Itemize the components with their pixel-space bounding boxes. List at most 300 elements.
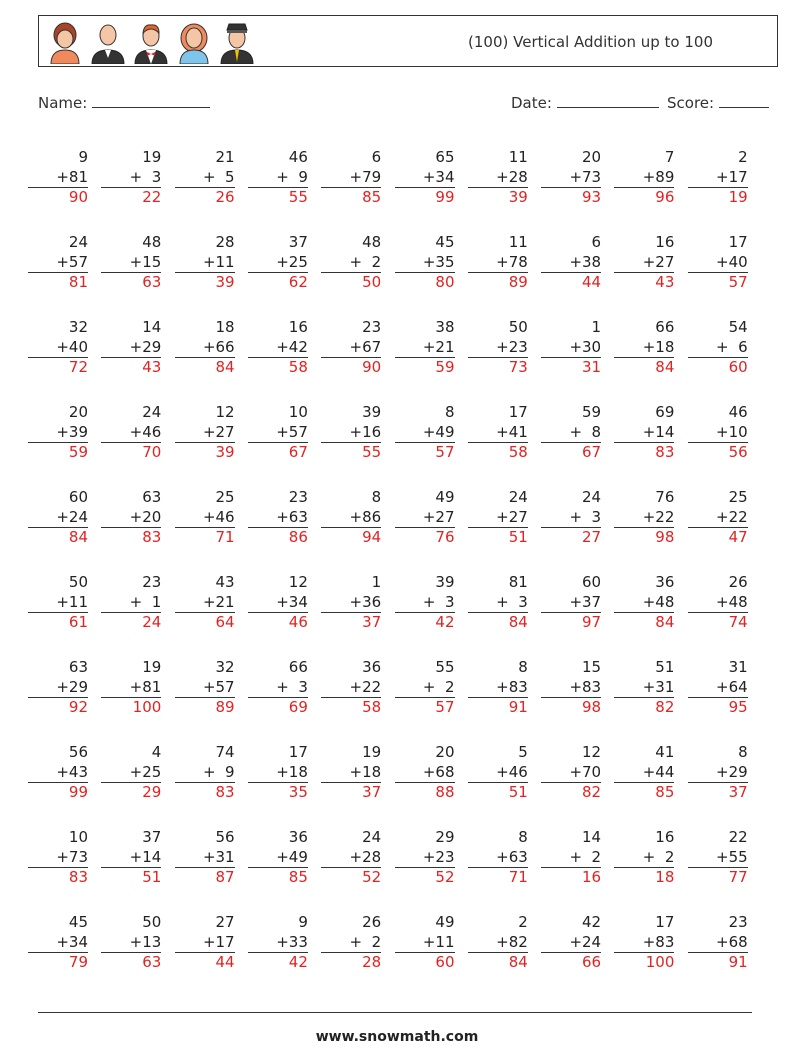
addend-top: 16 — [655, 828, 675, 846]
name-blank[interactable] — [92, 93, 210, 108]
addend-bottom: +29 — [101, 338, 161, 359]
addend-top: 24 — [582, 488, 602, 506]
addend-bottom: +81 — [101, 678, 161, 699]
problem-item — [101, 828, 161, 888]
problem-item — [688, 403, 748, 463]
problem-item — [395, 573, 455, 633]
addend-top: 63 — [68, 658, 88, 676]
answer: 43 — [142, 358, 162, 376]
problem-item — [614, 828, 674, 888]
problem-item — [101, 658, 161, 718]
answer: 76 — [435, 528, 455, 546]
answer: 44 — [215, 953, 235, 971]
addend-top: 9 — [298, 913, 308, 931]
answer: 58 — [288, 358, 308, 376]
problem-item — [101, 403, 161, 463]
answer: 72 — [68, 358, 88, 376]
problem-item — [101, 318, 161, 378]
addend-bottom: +11 — [175, 253, 235, 274]
person-officer-cap-icon — [219, 20, 255, 64]
addend-bottom: +13 — [101, 933, 161, 954]
problem-item — [248, 318, 308, 378]
answer: 80 — [435, 273, 455, 291]
footer-site[interactable]: www.snowmath.com — [315, 1029, 479, 1045]
addend-bottom: +10 — [688, 423, 748, 444]
addend-top: 49 — [435, 488, 455, 506]
addend-top: 31 — [728, 658, 748, 676]
problem-item — [688, 318, 748, 378]
answer: 67 — [288, 443, 308, 461]
addend-bottom: + 2 — [614, 848, 674, 869]
problem-item — [395, 743, 455, 803]
addend-bottom: +39 — [28, 423, 88, 444]
addend-top: 42 — [582, 913, 602, 931]
addend-top: 24 — [142, 403, 162, 421]
addend-top: 25 — [728, 488, 748, 506]
answer: 83 — [655, 443, 675, 461]
addend-bottom: +44 — [614, 763, 674, 784]
answer: 94 — [362, 528, 382, 546]
problem-item — [321, 318, 381, 378]
problem-item — [175, 913, 235, 973]
problem-item — [688, 658, 748, 718]
problem-item — [468, 573, 528, 633]
answer: 73 — [508, 358, 528, 376]
answer: 98 — [582, 698, 602, 716]
problem-item — [468, 233, 528, 293]
addend-top: 50 — [68, 573, 88, 591]
addend-bottom: +70 — [541, 763, 601, 784]
answer: 19 — [728, 188, 748, 206]
addend-top: 46 — [728, 403, 748, 421]
answer: 37 — [362, 783, 382, 801]
addend-top: 24 — [508, 488, 528, 506]
problem-item — [541, 148, 601, 208]
problem-item — [175, 828, 235, 888]
answer: 99 — [68, 783, 88, 801]
problem-item — [468, 658, 528, 718]
problem-item — [541, 403, 601, 463]
addend-bottom: + 9 — [248, 168, 308, 189]
problem-item — [321, 743, 381, 803]
problem-item — [28, 743, 88, 803]
answer: 91 — [508, 698, 528, 716]
answer: 97 — [582, 613, 602, 631]
answer: 42 — [435, 613, 455, 631]
addend-bottom: +42 — [248, 338, 308, 359]
problem-item — [321, 488, 381, 548]
addend-bottom: +27 — [175, 423, 235, 444]
answer: 55 — [288, 188, 308, 206]
person-red-hair-icon — [47, 20, 83, 64]
answer: 100 — [132, 698, 162, 716]
addend-bottom: +35 — [395, 253, 455, 274]
answer: 63 — [142, 273, 162, 291]
answer: 57 — [435, 698, 455, 716]
addend-top: 8 — [444, 403, 455, 421]
addend-top: 46 — [288, 148, 308, 166]
addend-top: 76 — [655, 488, 675, 506]
problem-item — [321, 573, 381, 633]
addend-bottom: +31 — [175, 848, 235, 869]
answer: 59 — [68, 443, 88, 461]
answer: 31 — [582, 358, 602, 376]
problem-item — [101, 913, 161, 973]
problem-item — [321, 913, 381, 973]
addend-top: 17 — [655, 913, 675, 931]
answer: 39 — [508, 188, 528, 206]
addend-bottom: +29 — [28, 678, 88, 699]
addend-top: 48 — [362, 233, 382, 251]
person-bald-suit-icon — [90, 20, 126, 64]
answer: 99 — [435, 188, 455, 206]
problem-item — [28, 403, 88, 463]
addend-bottom: +46 — [468, 763, 528, 784]
problem-item — [614, 148, 674, 208]
addend-bottom: +21 — [395, 338, 455, 359]
addend-top: 8 — [518, 658, 528, 676]
addend-top: 60 — [68, 488, 88, 506]
addend-bottom: +57 — [175, 678, 235, 699]
answer: 43 — [655, 273, 675, 291]
answer: 22 — [142, 188, 162, 206]
problem-item — [541, 913, 601, 973]
addend-bottom: +34 — [248, 593, 308, 614]
answer: 61 — [68, 613, 88, 631]
addend-top: 66 — [288, 658, 308, 676]
problem-item — [468, 148, 528, 208]
answer: 83 — [142, 528, 162, 546]
addend-top: 6 — [591, 233, 602, 251]
addend-bottom: +36 — [321, 593, 381, 614]
addend-bottom: + 3 — [541, 508, 601, 529]
problem-item — [321, 148, 381, 208]
addend-bottom: + 8 — [541, 423, 601, 444]
addend-top: 1 — [371, 573, 382, 591]
problem-item — [28, 913, 88, 973]
answer: 92 — [68, 698, 88, 716]
problem-item — [175, 658, 235, 718]
answer: 84 — [655, 613, 675, 631]
addend-bottom: +30 — [541, 338, 601, 359]
answer: 84 — [508, 953, 528, 971]
problem-item — [248, 148, 308, 208]
addend-bottom: +25 — [248, 253, 308, 274]
addend-bottom: +82 — [468, 933, 528, 954]
addend-top: 16 — [655, 233, 675, 251]
addend-bottom: +18 — [321, 763, 381, 784]
addend-top: 51 — [655, 658, 675, 676]
answer: 87 — [215, 868, 235, 886]
addend-top: 23 — [142, 573, 162, 591]
addend-bottom: +46 — [175, 508, 235, 529]
answer: 95 — [728, 698, 748, 716]
addend-top: 36 — [288, 828, 308, 846]
addend-bottom: +24 — [541, 933, 601, 954]
addend-top: 26 — [728, 573, 748, 591]
addend-top: 25 — [215, 488, 235, 506]
problem-item — [175, 743, 235, 803]
addend-bottom: +79 — [321, 168, 381, 189]
addend-bottom: + 2 — [321, 253, 381, 274]
addend-top: 24 — [68, 233, 88, 251]
addend-bottom: +21 — [175, 593, 235, 614]
addend-top: 23 — [362, 318, 382, 336]
addend-top: 29 — [435, 828, 455, 846]
problem-item — [614, 318, 674, 378]
problem-item — [541, 318, 601, 378]
addend-bottom: +41 — [468, 423, 528, 444]
addend-top: 14 — [142, 318, 162, 336]
addend-bottom: + 3 — [101, 168, 161, 189]
addend-top: 54 — [728, 318, 748, 336]
addend-bottom: +11 — [395, 933, 455, 954]
problem-item — [101, 743, 161, 803]
answer: 55 — [362, 443, 382, 461]
answer: 86 — [288, 528, 308, 546]
addend-top: 45 — [68, 913, 88, 931]
answer: 84 — [508, 613, 528, 631]
score-field[interactable] — [667, 93, 769, 112]
addend-top: 39 — [362, 403, 382, 421]
answer: 67 — [582, 443, 602, 461]
addend-top: 23 — [288, 488, 308, 506]
problem-item — [395, 828, 455, 888]
problem-item — [28, 828, 88, 888]
answer: 62 — [288, 273, 308, 291]
header-box — [38, 15, 778, 67]
answer: 58 — [508, 443, 528, 461]
addend-top: 14 — [582, 828, 602, 846]
problem-item — [28, 233, 88, 293]
answer: 100 — [645, 953, 675, 971]
answer: 58 — [362, 698, 382, 716]
problem-item — [614, 913, 674, 973]
problem-item — [541, 233, 601, 293]
addend-top: 26 — [362, 913, 382, 931]
name-field[interactable] — [38, 93, 210, 112]
addend-top: 38 — [435, 318, 455, 336]
addend-bottom: +49 — [248, 848, 308, 869]
problem-item — [614, 743, 674, 803]
addend-bottom: +23 — [395, 848, 455, 869]
addend-bottom: +68 — [395, 763, 455, 784]
addend-bottom: +43 — [28, 763, 88, 784]
problem-item — [101, 573, 161, 633]
addend-top: 6 — [371, 148, 382, 166]
answer: 60 — [728, 358, 748, 376]
problem-item — [175, 403, 235, 463]
answer: 98 — [655, 528, 675, 546]
answer: 91 — [728, 953, 748, 971]
person-blonde-woman-icon — [176, 20, 212, 64]
addend-top: 22 — [728, 828, 748, 846]
addend-top: 7 — [664, 148, 675, 166]
addend-top: 49 — [435, 913, 455, 931]
problem-item — [248, 233, 308, 293]
addend-top: 11 — [508, 233, 528, 251]
problem-item — [688, 488, 748, 548]
addend-top: 5 — [518, 743, 528, 761]
answer: 51 — [508, 528, 528, 546]
addend-bottom: +17 — [688, 168, 748, 189]
addend-top: 20 — [68, 403, 88, 421]
answer: 82 — [655, 698, 675, 716]
answer: 71 — [215, 528, 235, 546]
answer: 46 — [288, 613, 308, 631]
problem-item — [468, 743, 528, 803]
answer: 84 — [215, 358, 235, 376]
addend-bottom: +27 — [468, 508, 528, 529]
addend-bottom: +48 — [688, 593, 748, 614]
addend-bottom: +48 — [614, 593, 674, 614]
addend-top: 15 — [582, 658, 602, 676]
problem-item — [175, 233, 235, 293]
addend-top: 8 — [518, 828, 528, 846]
addend-bottom: + 2 — [321, 933, 381, 954]
answer: 24 — [142, 613, 162, 631]
addend-top: 17 — [508, 403, 528, 421]
addend-top: 43 — [215, 573, 235, 591]
addend-top: 63 — [142, 488, 162, 506]
addend-bottom: +27 — [614, 253, 674, 274]
addend-top: 24 — [362, 828, 382, 846]
answer: 27 — [582, 528, 602, 546]
addend-bottom: + 5 — [175, 168, 235, 189]
answer: 26 — [215, 188, 235, 206]
answer: 16 — [582, 868, 602, 886]
answer: 39 — [215, 443, 235, 461]
addend-top: 37 — [142, 828, 162, 846]
problem-item — [614, 658, 674, 718]
problem-item — [541, 658, 601, 718]
addend-top: 23 — [728, 913, 748, 931]
addend-bottom: +81 — [28, 168, 88, 189]
problem-item — [688, 743, 748, 803]
answer: 93 — [582, 188, 602, 206]
answer: 84 — [655, 358, 675, 376]
answer: 39 — [215, 273, 235, 291]
problem-item — [101, 488, 161, 548]
addend-top: 8 — [371, 488, 382, 506]
problem-item — [614, 233, 674, 293]
problem-item — [248, 488, 308, 548]
addend-bottom: +73 — [28, 848, 88, 869]
addend-bottom: +73 — [541, 168, 601, 189]
problem-item — [321, 403, 381, 463]
addend-bottom: +63 — [468, 848, 528, 869]
addend-bottom: +22 — [321, 678, 381, 699]
answer: 96 — [655, 188, 675, 206]
answer: 83 — [215, 783, 235, 801]
addend-bottom: +86 — [321, 508, 381, 529]
problem-item — [248, 743, 308, 803]
problem-item — [175, 148, 235, 208]
problem-item — [541, 743, 601, 803]
problem-item — [468, 828, 528, 888]
addend-top: 45 — [435, 233, 455, 251]
problem-item — [28, 573, 88, 633]
problem-item — [688, 148, 748, 208]
answer: 64 — [215, 613, 235, 631]
addend-bottom: +11 — [28, 593, 88, 614]
addend-top: 21 — [215, 148, 235, 166]
addend-top: 37 — [288, 233, 308, 251]
answer: 71 — [508, 868, 528, 886]
addend-bottom: +40 — [688, 253, 748, 274]
addend-top: 16 — [288, 318, 308, 336]
worksheet-title: (100) Vertical Addition up to 100 — [468, 33, 713, 51]
answer: 52 — [435, 868, 455, 886]
addend-bottom: +78 — [468, 253, 528, 274]
addend-bottom: +57 — [248, 423, 308, 444]
addend-top: 56 — [215, 828, 235, 846]
problem-item — [321, 233, 381, 293]
problem-item — [614, 488, 674, 548]
addend-top: 2 — [738, 148, 748, 166]
addend-bottom: + 2 — [395, 678, 455, 699]
answer: 69 — [288, 698, 308, 716]
addend-top: 12 — [215, 403, 235, 421]
problem-item — [395, 318, 455, 378]
addend-top: 1 — [591, 318, 602, 336]
problem-item — [541, 573, 601, 633]
addend-bottom: +89 — [614, 168, 674, 189]
date-field[interactable] — [511, 93, 659, 112]
addend-bottom: +83 — [614, 933, 674, 954]
addend-top: 48 — [142, 233, 162, 251]
addend-top: 56 — [68, 743, 88, 761]
addend-top: 36 — [655, 573, 675, 591]
addend-top: 12 — [288, 573, 308, 591]
addend-top: 2 — [518, 913, 528, 931]
addend-top: 19 — [142, 148, 162, 166]
addend-bottom: +83 — [468, 678, 528, 699]
addend-top: 10 — [68, 828, 88, 846]
date-blank[interactable] — [557, 93, 659, 108]
person-waiter-bowtie-icon — [133, 20, 169, 64]
answer: 85 — [288, 868, 308, 886]
addend-bottom: + 3 — [395, 593, 455, 614]
problem-item — [614, 403, 674, 463]
addend-bottom: +49 — [395, 423, 455, 444]
score-blank[interactable] — [719, 93, 769, 108]
addend-top: 20 — [435, 743, 455, 761]
addend-bottom: +46 — [101, 423, 161, 444]
problem-item — [395, 658, 455, 718]
answer: 82 — [582, 783, 602, 801]
addend-top: 4 — [151, 743, 162, 761]
problem-item — [395, 913, 455, 973]
problem-item — [175, 318, 235, 378]
addend-top: 17 — [288, 743, 308, 761]
addend-top: 41 — [655, 743, 675, 761]
problem-item — [395, 488, 455, 548]
addend-bottom: +33 — [248, 933, 308, 954]
answer: 60 — [435, 953, 455, 971]
addend-bottom: +18 — [248, 763, 308, 784]
problem-item — [248, 573, 308, 633]
addend-top: 60 — [582, 573, 602, 591]
addend-top: 32 — [215, 658, 235, 676]
addend-top: 11 — [508, 148, 528, 166]
addend-top: 9 — [78, 148, 88, 166]
addend-top: 18 — [215, 318, 235, 336]
answer: 79 — [68, 953, 88, 971]
addend-top: 36 — [362, 658, 382, 676]
problem-item — [248, 403, 308, 463]
problem-item — [321, 828, 381, 888]
